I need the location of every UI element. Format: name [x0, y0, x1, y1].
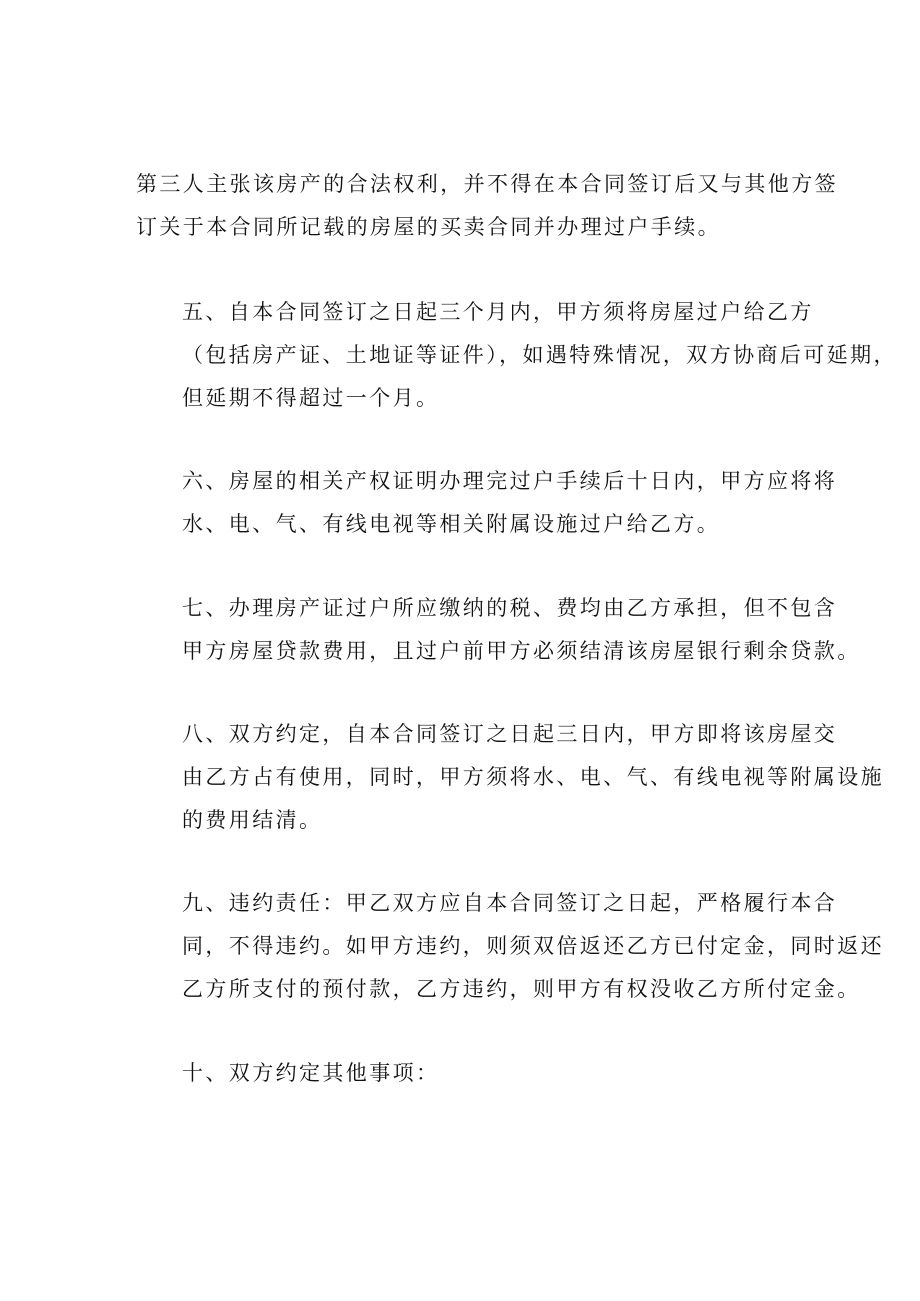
paragraph-line: 由乙方占有使用，同时，甲方须将水、电、气、有线电视等附属设施: [182, 765, 884, 789]
clause-seven: [136, 587, 861, 673]
paragraph-line: 乙方所支付的预付款，乙方违约，则甲方有权没收乙方所付定金。: [182, 977, 861, 1001]
clause-ten: [136, 1052, 796, 1095]
paragraph-continuation: [136, 163, 838, 249]
paragraph-line: 六、房屋的相关产权证明办理完过户手续后十日内，甲方应将将: [182, 469, 838, 493]
paragraph-line: 第三人主张该房产的合法权利，并不得在本合同签订后又与其他方签: [136, 172, 838, 196]
paragraph-line: （包括房产证、土地证等证件），如遇特殊情况，双方协商后可延期，: [182, 343, 897, 367]
clause-five: [136, 291, 897, 420]
paragraph-line: 但延期不得超过一个月。: [182, 386, 440, 410]
paragraph-line: 甲方房屋贷款费用，且过户前甲方必须结清该房屋银行剩余贷款。: [182, 639, 861, 663]
paragraph-line: 八、双方约定，自本合同签订之日起三日内，甲方即将该房屋交: [182, 722, 838, 746]
paragraph-line: 订关于本合同所记载的房屋的买卖合同并办理过户手续。: [136, 215, 721, 239]
paragraph-line: 水、电、气、有线电视等相关附属设施过户给乙方。: [182, 512, 721, 536]
clause-nine: [136, 882, 884, 1011]
paragraph-line: 十、双方约定其他事项：: [182, 1061, 440, 1085]
paragraph-line: 同，不得违约。如甲方违约，则须双倍返还乙方已付定金，同时返还: [182, 934, 884, 958]
paragraph-line: 九、违约责任：甲乙双方应自本合同签订之日起，严格履行本合: [182, 891, 838, 915]
paragraph-line: 五、自本合同签订之日起三个月内，甲方须将房屋过户给乙方: [182, 300, 814, 324]
clause-eight: [136, 713, 884, 842]
clause-six: [136, 460, 838, 546]
paragraph-line: 的费用结清。: [182, 808, 323, 832]
paragraph-line: 七、办理房产证过户所应缴纳的税、费均由乙方承担，但不包含: [182, 596, 838, 620]
